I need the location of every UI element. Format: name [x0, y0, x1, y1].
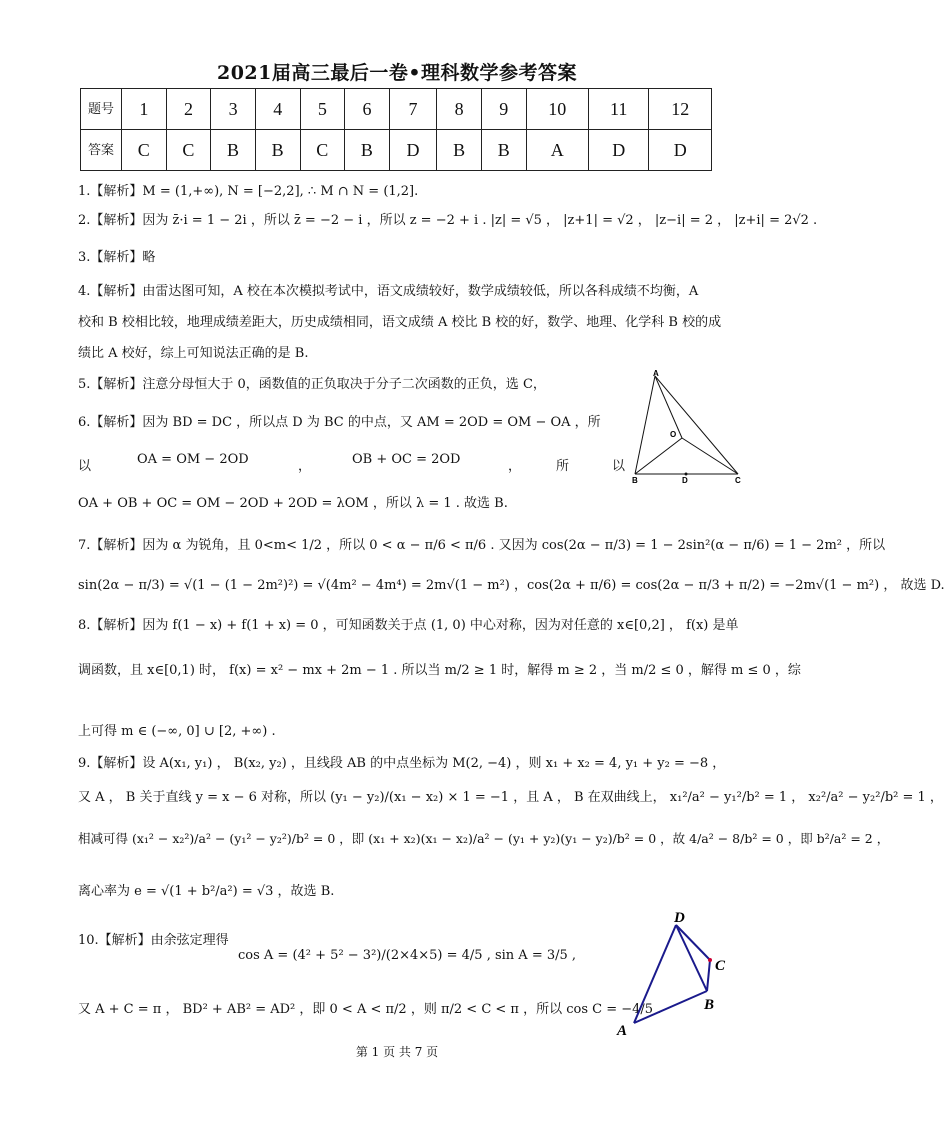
fig6-segment-bo	[635, 438, 682, 474]
answer-cell: D	[649, 130, 712, 171]
fig6-segment-ao	[655, 376, 682, 438]
fig10-label-b: B	[704, 997, 715, 1013]
fig6-label-a: A	[653, 369, 659, 378]
fig6-side-ab	[635, 376, 655, 474]
question-number: 10	[526, 89, 588, 130]
question-number: 3	[211, 89, 256, 130]
solution-9-line-2: 又 A ， B 关于直线 y = x − 6 对称，所以 (y₁ − y₂)/(x₁ − x₂) × 1 = −1 ，且 A ， B 在双曲线上， x₁²/a² − y₁²/b² = 1 ， x₂²/a² − y₂²/b² = 1 ，	[78, 790, 943, 805]
answer-cell: C	[300, 130, 345, 171]
answer-cell: B	[481, 130, 526, 171]
solution-6-line-2-e: ，	[508, 459, 522, 474]
answer-row	[81, 130, 712, 171]
solution-3: 3.【解析】略	[78, 250, 156, 265]
question-number: 9	[481, 89, 526, 130]
solution-1: 1.【解析】M = (1,+∞), N = [−2,2], ∴ M ∩ N = (1,2].	[78, 184, 419, 199]
fig6-label-b: B	[632, 476, 638, 485]
solution-6-line-1: 6.【解析】因为 BD = DC ，所以点 D 为 BC 的中点，又 AM = 2OD = OM − OA ，所	[78, 415, 601, 430]
solution-6-line-2-b: OA = OM − 2OD	[137, 452, 249, 467]
answer-cell: B	[211, 130, 256, 171]
answer-cell: B	[437, 130, 482, 171]
solution-6-line-2-a: 以	[78, 459, 92, 474]
fig10-label-d: D	[674, 910, 685, 926]
question-number: 2	[166, 89, 211, 130]
question-number: 5	[300, 89, 345, 130]
question-number: 6	[345, 89, 390, 130]
question-number: 7	[389, 89, 437, 130]
fig6-segment-co	[682, 438, 738, 474]
solution-9-line-1: 9.【解析】设 A(x₁, y₁) ， B(x₂, y₂) ，且线段 AB 的中点坐标为 M(2, −4) ，则 x₁ + x₂ = 4, y₁ + y₂ = −8 ，	[78, 756, 726, 771]
fig10-side-db	[676, 925, 707, 991]
quadrilateral-figure-10	[612, 905, 742, 1040]
solution-6-line-2-f: 所	[556, 459, 570, 474]
question-number: 11	[588, 89, 648, 130]
fig6-label-o: O	[670, 430, 677, 439]
answer-cell: D	[389, 130, 437, 171]
answer-cell: B	[345, 130, 390, 171]
answer-header: 答案	[81, 130, 122, 171]
answer-cell: A	[526, 130, 588, 171]
triangle-figure-6	[620, 370, 750, 485]
answer-cell: D	[588, 130, 648, 171]
solution-2: 2.【解析】因为 z̄·i = 1 − 2i ，所以 z̄ = −2 − i ，所以 z = −2 + i . |z| = √5 ， |z+1| = √2 ， |z−i| = 2 ， |z+i| = 2√2 .	[78, 213, 818, 228]
fig6-label-c: C	[735, 476, 741, 485]
solution-6-line-2-c: ，	[298, 459, 312, 474]
solution-6-line-3: OA + OB + OC = OM − 2OD + 2OD = λOM ，所以 λ = 1 . 故选 B.	[78, 496, 508, 511]
answer-table	[80, 88, 712, 171]
solution-5: 5.【解析】注意分母恒大于 0，函数值的正负取决于分子二次函数的正负，选 C，	[78, 377, 546, 392]
solution-4-line-3: 绩比 A 校好，综上可知说法正确的是 B.	[78, 346, 309, 361]
solution-4-line-2: 校和 B 校相比较，地理成绩差距大，历史成绩相同，语文成绩 A 校比 B 校的好，数学、地理、化学科 B 校的成	[78, 315, 722, 330]
solution-8-line-2: 调函数，且 x∈[0,1) 时， f(x) = x² − mx + 2m − 1 . 所以当 m/2 ≥ 1 时，解得 m ≥ 2 ，当 m/2 ≤ 0 ，解得 m ≤ 0 ，综	[78, 663, 801, 678]
solution-7-line-2: sin(2α − π/3) = √(1 − (1 − 2m²)²) = √(4m² − 4m⁴) = 2m√(1 − m²) ，cos(2α + π/6) = cos(2α − π/3 + π/2) = −2m√(1 − m²) ， 故选 D.	[78, 578, 945, 593]
answer-cell: B	[255, 130, 300, 171]
fig6-label-d: D	[682, 476, 688, 485]
solution-7-line-1: 7.【解析】因为 α 为锐角，且 0<m< 1/2 ，所以 0 < α − π/6 < π/6 . 又因为 cos(2α − π/3) = 1 − 2sin²(α − π/6) = 1 − 2m² ，所以	[78, 538, 886, 553]
solution-9-line-3: 相减可得 (x₁² − x₂²)/a² − (y₁² − y₂²)/b² = 0 ，即 (x₁ + x₂)(x₁ − x₂)/a² − (y₁ + y₂)(y₁ − y₂)/b² = 0 ，故 4/a² − 8/b² = 0 ，即 b²/a² = 2 ，	[78, 831, 890, 846]
solution-4-line-1: 4.【解析】由雷达图可知，A 校在本次模拟考试中，语文成绩较好，数学成绩较低，所以各科成绩不均衡，A	[78, 284, 699, 299]
question-number: 4	[255, 89, 300, 130]
answer-cell: C	[122, 130, 167, 171]
solution-8-line-3: 上可得 m ∈ (−∞, 0] ∪ [2, +∞) .	[78, 724, 276, 739]
solution-6-line-2-d: OB + OC = 2OD	[352, 452, 461, 467]
question-header: 题号	[81, 89, 122, 130]
question-row	[81, 89, 712, 130]
solution-8-line-1: 8.【解析】因为 f(1 − x) + f(1 + x) = 0 ，可知函数关于点 (1, 0) 中心对称，因为对任意的 x∈[0,2] ， f(x) 是单	[78, 618, 739, 633]
solution-10-line-2: cos A = (4² + 5² − 3²)/(2×4×5) = 4/5 , sin A = 3/5 ,	[238, 948, 577, 963]
fig10-point-c	[708, 958, 712, 962]
solution-6-line-2-g: 以	[612, 459, 626, 474]
solution-10-line-1: 10.【解析】由余弦定理得	[78, 933, 229, 948]
fig10-label-a: A	[617, 1023, 628, 1039]
page-footer: 第 1 页 共 7 页	[355, 1045, 439, 1059]
question-number: 8	[437, 89, 482, 130]
fig6-side-ac	[655, 376, 738, 474]
question-number: 1	[122, 89, 167, 130]
fig10-label-c: C	[715, 958, 726, 974]
solution-10-line-3: 又 A + C = π ， BD² + AB² = AD² ，即 0 < A < π/2 ，则 π/2 < C < π ，所以 cos C = −4/5 .	[78, 1002, 662, 1017]
page-title: 2021届高三最后一卷•理科数学参考答案	[216, 62, 578, 84]
fig10-side-cb	[707, 960, 710, 991]
fig10-side-dc	[676, 925, 710, 960]
solution-9-line-4: 离心率为 e = √(1 + b²/a²) = √3 ，故选 B.	[78, 884, 335, 899]
question-number: 12	[649, 89, 712, 130]
answer-cell: C	[166, 130, 211, 171]
